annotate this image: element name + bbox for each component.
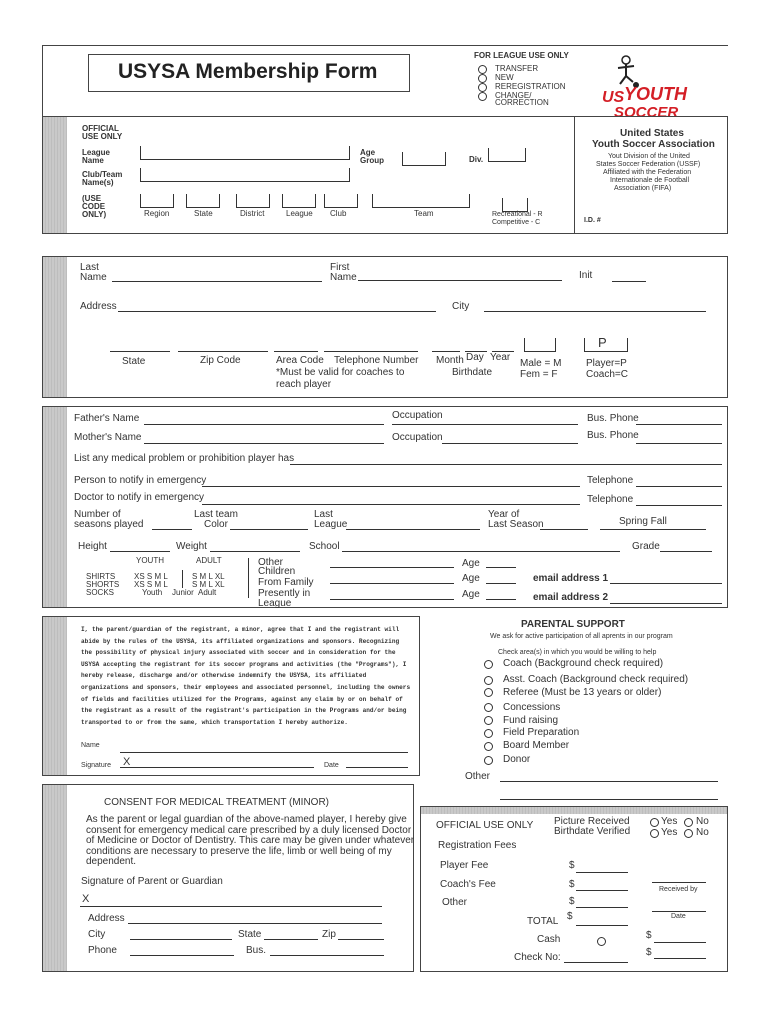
male-label: Male = M bbox=[520, 358, 562, 369]
org-desc-2: States Soccer Federation (USSF) bbox=[596, 161, 701, 168]
option-transfer: TRANSFER bbox=[495, 64, 539, 73]
office-title: OFFICIAL USE ONLY bbox=[436, 820, 534, 831]
org-desc-4: Internationale de Football bbox=[610, 177, 689, 184]
waiver-signature-label: Signature bbox=[81, 762, 111, 769]
waiver-text: I, the parent/guardian of the registrant, a minor, agree that I and the registrant will abide by the rules of the USYSA, its affiliated organizations and sponsors. Recognizing the possibility of physical injury associated with soccer and in consideration for the USYSA accepting the registrant for its soccer programs and activities (the "Programs"), I hereby release, discharge and/or otherwise indemnify the USYSA, its affiliated organizations and sponsors, their employees and associated personnel, including the owners of fields and facilities utilized for the Programs, against any claim by or on behalf of the registrant as a result of the registrant's participation in the Programs and/or being transported to or from the same, which transportation I hereby authorize. bbox=[81, 626, 411, 726]
birthdate-verified-label: Birthdate Verified bbox=[554, 826, 631, 837]
support-other-field-2[interactable] bbox=[500, 799, 718, 800]
consent-zip-field[interactable] bbox=[338, 939, 384, 940]
league-name-label-2: Name bbox=[82, 156, 104, 165]
emergency-person-field[interactable] bbox=[202, 486, 580, 487]
other-fee-label: Other bbox=[442, 897, 468, 908]
age-label-3: Age bbox=[462, 589, 480, 600]
junior-socks[interactable]: Junior bbox=[172, 588, 194, 597]
last-league-label-1: Last bbox=[314, 509, 333, 520]
consent-text-2: consent for emergency medical care prescribed by a duly licensed Doctor bbox=[86, 825, 412, 836]
org-desc-5: Association (FIFA) bbox=[614, 185, 672, 192]
spring-fall-field[interactable] bbox=[600, 529, 706, 530]
support-coach: Coach (Background check required) bbox=[503, 658, 664, 669]
child-age-field-2[interactable] bbox=[486, 583, 516, 584]
transfer-radio[interactable] bbox=[478, 65, 487, 74]
consent-text-4: conditions are necessary to preserve the life, limb or well being of my bbox=[86, 846, 392, 857]
coach-fee-label: Coach's Fee bbox=[440, 879, 496, 890]
waiver-signature-field[interactable] bbox=[120, 767, 314, 768]
org-name-1: United States bbox=[620, 128, 684, 139]
cash-field[interactable] bbox=[654, 942, 706, 943]
support-field-prep: Field Preparation bbox=[503, 727, 580, 738]
consent-bus-field[interactable] bbox=[270, 955, 384, 956]
youth-socks[interactable]: Youth bbox=[142, 588, 163, 597]
logo-us: US bbox=[602, 89, 625, 106]
region-code-field[interactable] bbox=[140, 194, 174, 208]
last-league-label-2: League bbox=[314, 519, 348, 530]
logo-youth: YOUTH bbox=[624, 84, 687, 104]
org-desc-1: Yout Division of the United bbox=[608, 153, 690, 160]
code-club: Club bbox=[330, 209, 347, 218]
official-divider bbox=[574, 116, 575, 234]
consent-text-3: of Medicine or Doctor of Dentistry. This care may be given under whatever bbox=[86, 835, 415, 846]
other-fee-dollar: $ bbox=[569, 896, 575, 907]
telephone-label: Telephone Number bbox=[334, 355, 419, 366]
league-code-field[interactable] bbox=[282, 194, 316, 208]
zip-field[interactable] bbox=[178, 351, 268, 352]
district-code-field[interactable] bbox=[236, 194, 270, 208]
school-label: School bbox=[309, 541, 340, 552]
grade-label: Grade bbox=[632, 541, 660, 552]
option-reregistration: REREGISTRATION bbox=[495, 82, 566, 91]
waiver-date-label: Date bbox=[324, 762, 339, 769]
year-last-field[interactable] bbox=[540, 529, 588, 530]
emergency-doctor-label: Doctor to notify in emergency bbox=[74, 492, 205, 503]
id-label: I.D. # bbox=[584, 217, 601, 224]
birth-month-field[interactable] bbox=[432, 351, 460, 352]
support-check: Check area(s) in which you would be willing to help bbox=[498, 649, 657, 656]
received-by-field[interactable] bbox=[652, 882, 706, 883]
shirts-label: SHIRTS bbox=[86, 572, 116, 581]
family-strip bbox=[43, 407, 67, 607]
rec-label: Recreational - R bbox=[492, 211, 543, 218]
other-children-1: Other bbox=[258, 557, 284, 568]
official-label-1: OFFICIAL bbox=[82, 124, 119, 133]
received-by-label: Received by bbox=[659, 886, 698, 893]
cash-radio[interactable] bbox=[597, 937, 606, 946]
age-group-label-1: Age bbox=[360, 148, 376, 157]
email-label-1: email address 1 bbox=[533, 573, 609, 584]
month-label: Month bbox=[436, 355, 464, 366]
picture-yes-radio[interactable] bbox=[650, 818, 659, 827]
code-district: District bbox=[240, 209, 265, 218]
player-strip bbox=[43, 257, 67, 397]
child-age-field-1[interactable] bbox=[486, 567, 516, 568]
medical-label: List any medical problem or prohibition player has bbox=[74, 453, 295, 464]
picture-no-radio[interactable] bbox=[684, 818, 693, 827]
coach-c-label: Coach=C bbox=[586, 369, 628, 380]
picture-received-label: Picture Received bbox=[554, 816, 630, 827]
year-label: Year bbox=[490, 352, 511, 363]
league-name-field[interactable] bbox=[140, 146, 350, 160]
div-label: Div. bbox=[469, 155, 484, 164]
last-team-field[interactable] bbox=[230, 529, 308, 530]
seasons-label-1: Number of bbox=[74, 509, 121, 520]
adult-label: ADULT bbox=[196, 556, 222, 565]
club-code-field[interactable] bbox=[324, 194, 358, 208]
coach-fee-dollar: $ bbox=[569, 879, 575, 890]
waiver-x-mark: X bbox=[123, 756, 131, 768]
code-label-1: (USE bbox=[82, 194, 102, 203]
league-name-label-1: League bbox=[82, 148, 111, 157]
team-code-field[interactable] bbox=[372, 194, 470, 208]
support-donor: Donor bbox=[503, 754, 531, 765]
support-title: PARENTAL SUPPORT bbox=[521, 619, 625, 630]
consent-address-label: Address bbox=[88, 913, 125, 924]
bus-phone-label-2: Bus. Phone bbox=[587, 430, 639, 441]
last-team-label-2: Color bbox=[204, 519, 228, 530]
last-league-field[interactable] bbox=[346, 529, 480, 530]
player-fee-field[interactable] bbox=[576, 872, 628, 873]
birthdate-label: Birthdate bbox=[452, 367, 493, 378]
consent-state-label: State bbox=[238, 929, 262, 940]
rec-comp-field[interactable] bbox=[502, 198, 528, 212]
consent-title: CONSENT FOR MEDICAL TREATMENT (MINOR) bbox=[104, 797, 330, 808]
official-strip bbox=[43, 117, 67, 233]
gender-field[interactable] bbox=[524, 338, 556, 352]
age-group-label-2: Group bbox=[360, 156, 384, 165]
note-label-1: *Must be valid for coaches to bbox=[276, 367, 405, 378]
option-new: NEW bbox=[495, 73, 514, 82]
logo-soccer: SOCCER bbox=[614, 104, 679, 121]
age-group-field[interactable] bbox=[402, 152, 446, 166]
year-last-label-2: Last Season bbox=[488, 519, 544, 530]
birthdate-yes-radio[interactable] bbox=[650, 829, 659, 838]
init-field[interactable] bbox=[612, 281, 646, 282]
support-referee: Referee (Must be 13 years or older) bbox=[503, 687, 662, 698]
bus-phone-field-1[interactable] bbox=[636, 424, 722, 425]
form-title: USYSA Membership Form bbox=[118, 60, 378, 83]
consent-phone-field[interactable] bbox=[130, 955, 234, 956]
weight-field[interactable] bbox=[210, 551, 300, 552]
coach-fee-field[interactable] bbox=[576, 890, 628, 891]
consent-city-label: City bbox=[88, 929, 106, 940]
consent-text-1: As the parent or legal guardian of the above-named player, I hereby give bbox=[86, 814, 407, 825]
spring-fall-label: Spring Fall bbox=[619, 516, 667, 527]
email-field-2[interactable] bbox=[610, 603, 722, 604]
mother-field[interactable] bbox=[144, 443, 384, 444]
last-name-field[interactable] bbox=[112, 281, 322, 282]
child-age-field-3[interactable] bbox=[486, 599, 516, 600]
last-team-label-1: Last team bbox=[194, 509, 238, 520]
code-label-2: CODE bbox=[82, 202, 106, 211]
other-fee-field[interactable] bbox=[576, 907, 628, 908]
mother-label: Mother's Name bbox=[74, 432, 142, 443]
org-desc-3: Affiliated with the Federation bbox=[603, 169, 692, 176]
age-label-2: Age bbox=[462, 573, 480, 584]
youth-short-sizes[interactable]: XS S M L bbox=[134, 580, 168, 589]
emergency-telephone-field[interactable] bbox=[636, 486, 722, 487]
init-label: Init bbox=[579, 270, 593, 281]
consent-signature-field[interactable] bbox=[80, 906, 382, 907]
height-label: Height bbox=[78, 541, 107, 552]
address-label: Address bbox=[80, 301, 117, 312]
zip-label: Zip Code bbox=[200, 355, 241, 366]
other-children-4: Presently in bbox=[258, 588, 311, 599]
waiver-strip bbox=[43, 617, 67, 775]
code-state: State bbox=[194, 209, 213, 218]
code-label-3: ONLY) bbox=[82, 210, 107, 219]
reregistration-radio[interactable] bbox=[478, 83, 487, 92]
cash-label: Cash bbox=[537, 934, 561, 945]
consent-address-field[interactable] bbox=[128, 923, 382, 924]
first-name-label-1: First bbox=[330, 262, 350, 273]
support-asst-coach: Asst. Coach (Background check required) bbox=[503, 674, 689, 685]
last-name-label-1: Last bbox=[80, 262, 99, 273]
asst-coach-radio[interactable] bbox=[484, 676, 493, 685]
weight-label: Weight bbox=[176, 541, 207, 552]
p-mark: P bbox=[598, 335, 607, 350]
socks-label: SOCKS bbox=[86, 588, 115, 597]
total-field[interactable] bbox=[576, 925, 628, 926]
waiver-date-field[interactable] bbox=[346, 767, 408, 768]
children-divider bbox=[248, 558, 249, 598]
donor-radio[interactable] bbox=[484, 756, 493, 765]
day-label: Day bbox=[466, 352, 484, 363]
address-field[interactable] bbox=[118, 311, 436, 312]
bus-phone-field-2[interactable] bbox=[636, 443, 722, 444]
adult-socks[interactable]: Adult bbox=[198, 588, 217, 597]
code-team: Team bbox=[414, 209, 434, 218]
size-divider bbox=[182, 570, 183, 588]
option-correction: CORRECTION bbox=[495, 98, 549, 107]
coach-radio[interactable] bbox=[484, 660, 493, 669]
change-radio[interactable] bbox=[478, 92, 487, 101]
city-field[interactable] bbox=[484, 311, 706, 312]
consent-signature-label: Signature of Parent or Guardian bbox=[81, 876, 223, 887]
birthdate-no-radio[interactable] bbox=[684, 829, 693, 838]
waiver-name-label: Name bbox=[81, 742, 100, 749]
first-name-label-2: Name bbox=[330, 272, 357, 283]
club-team-field[interactable] bbox=[140, 168, 350, 182]
office-date-field[interactable] bbox=[652, 911, 706, 912]
telephone-field[interactable] bbox=[324, 351, 418, 352]
comp-label: Competitive - C bbox=[492, 219, 541, 226]
other-children-5: League bbox=[258, 598, 292, 609]
telephone-label-1: Telephone bbox=[587, 475, 634, 486]
other-children-3: From Family bbox=[258, 577, 314, 588]
state-code-field[interactable] bbox=[186, 194, 220, 208]
state-field[interactable] bbox=[110, 351, 170, 352]
office-strip bbox=[421, 807, 727, 814]
reg-fees-label: Registration Fees bbox=[438, 840, 517, 851]
consent-state-field[interactable] bbox=[264, 939, 318, 940]
support-board-member: Board Member bbox=[503, 740, 570, 751]
league-use-title: FOR LEAGUE USE ONLY bbox=[474, 51, 569, 60]
support-concessions: Concessions bbox=[503, 702, 561, 713]
club-team-label-1: Club/Team bbox=[82, 170, 123, 179]
year-last-label-1: Year of bbox=[488, 509, 520, 520]
field-prep-radio[interactable] bbox=[484, 729, 493, 738]
seasons-field[interactable] bbox=[152, 529, 192, 530]
occupation-label-2: Occupation bbox=[392, 432, 443, 443]
div-field[interactable] bbox=[488, 148, 526, 162]
consent-zip-label: Zip bbox=[322, 929, 336, 940]
occupation-label-1: Occupation bbox=[392, 410, 443, 421]
consent-bus-label: Bus. bbox=[246, 945, 267, 956]
org-name-2: Youth Soccer Association bbox=[592, 139, 715, 150]
total-label: TOTAL bbox=[527, 916, 559, 927]
adult-shirt-sizes[interactable]: S M L XL bbox=[192, 572, 225, 581]
emergency-person-label: Person to notify in emergency bbox=[74, 475, 207, 486]
email-field-1[interactable] bbox=[610, 583, 722, 584]
fem-label: Fem = F bbox=[520, 369, 558, 380]
picture-no-label: No bbox=[696, 816, 709, 827]
doctor-telephone-field[interactable] bbox=[636, 505, 722, 506]
age-label-1: Age bbox=[462, 558, 480, 569]
code-region: Region bbox=[144, 209, 170, 218]
note-label-2: reach player bbox=[276, 379, 332, 390]
birthdate-yes-label: Yes bbox=[661, 827, 678, 838]
new-radio[interactable] bbox=[478, 74, 487, 83]
shorts-label: SHORTS bbox=[86, 580, 120, 589]
state-label: State bbox=[122, 356, 146, 367]
office-date-label: Date bbox=[671, 913, 686, 920]
player-p-label: Player=P bbox=[586, 358, 627, 369]
official-label-2: USE ONLY bbox=[82, 132, 123, 141]
child-name-field-2[interactable] bbox=[330, 583, 454, 584]
child-name-field-1[interactable] bbox=[330, 567, 454, 568]
area-code-label: Area Code bbox=[276, 355, 324, 366]
occupation-field-2[interactable] bbox=[442, 443, 578, 444]
check-no-label: Check No: bbox=[514, 952, 561, 963]
medical-field[interactable] bbox=[290, 464, 722, 465]
last-name-label-2: Name bbox=[80, 272, 107, 283]
referee-radio[interactable] bbox=[484, 688, 493, 697]
birthdate-no-label: No bbox=[696, 827, 709, 838]
consent-phone-label: Phone bbox=[88, 945, 117, 956]
code-league: League bbox=[286, 209, 313, 218]
consent-x-mark: X bbox=[82, 893, 90, 905]
board-member-radio[interactable] bbox=[484, 742, 493, 751]
consent-city-field[interactable] bbox=[130, 939, 232, 940]
father-label: Father's Name bbox=[74, 413, 140, 424]
player-fee-label: Player Fee bbox=[440, 860, 489, 871]
child-name-field-3[interactable] bbox=[330, 599, 454, 600]
concessions-radio[interactable] bbox=[484, 703, 493, 712]
support-other-label: Other bbox=[465, 771, 491, 782]
consent-strip bbox=[43, 785, 67, 971]
check-no-field[interactable] bbox=[564, 962, 628, 963]
bus-phone-label-1: Bus. Phone bbox=[587, 413, 639, 424]
telephone-label-2: Telephone bbox=[587, 494, 634, 505]
support-fund-raising: Fund raising bbox=[503, 715, 559, 726]
club-team-label-2: Name(s) bbox=[82, 178, 114, 187]
grade-field[interactable] bbox=[660, 551, 712, 552]
first-name-field[interactable] bbox=[358, 280, 562, 281]
fund-raising-radio[interactable] bbox=[484, 716, 493, 725]
school-field[interactable] bbox=[342, 551, 620, 552]
other-children-2: Children bbox=[258, 566, 296, 577]
check-field[interactable] bbox=[654, 958, 706, 959]
player-fee-dollar: $ bbox=[569, 860, 575, 871]
email-label-2: email address 2 bbox=[533, 592, 609, 603]
check-dollar: $ bbox=[646, 947, 652, 958]
support-ask: We ask for active participation of all aprents in our program bbox=[490, 633, 673, 640]
youth-shirt-sizes[interactable]: XS S M L bbox=[134, 572, 168, 581]
occupation-field-1[interactable] bbox=[392, 424, 578, 425]
area-code-field[interactable] bbox=[274, 351, 318, 352]
support-other-field-1[interactable] bbox=[500, 781, 718, 782]
waiver-name-field[interactable] bbox=[120, 752, 408, 753]
youth-label: YOUTH bbox=[136, 556, 164, 565]
seasons-label-2: seasons played bbox=[74, 519, 144, 530]
height-field[interactable] bbox=[110, 551, 170, 552]
total-dollar: $ bbox=[567, 911, 573, 922]
picture-yes-label: Yes bbox=[661, 816, 678, 827]
city-label: City bbox=[452, 301, 470, 312]
adult-short-sizes[interactable]: S M L XL bbox=[192, 580, 225, 589]
option-change: CHANGE/ bbox=[495, 91, 532, 100]
cash-dollar: $ bbox=[646, 930, 652, 941]
father-field[interactable] bbox=[144, 424, 384, 425]
emergency-doctor-field[interactable] bbox=[202, 504, 580, 505]
consent-text-5: dependent. bbox=[86, 856, 137, 867]
